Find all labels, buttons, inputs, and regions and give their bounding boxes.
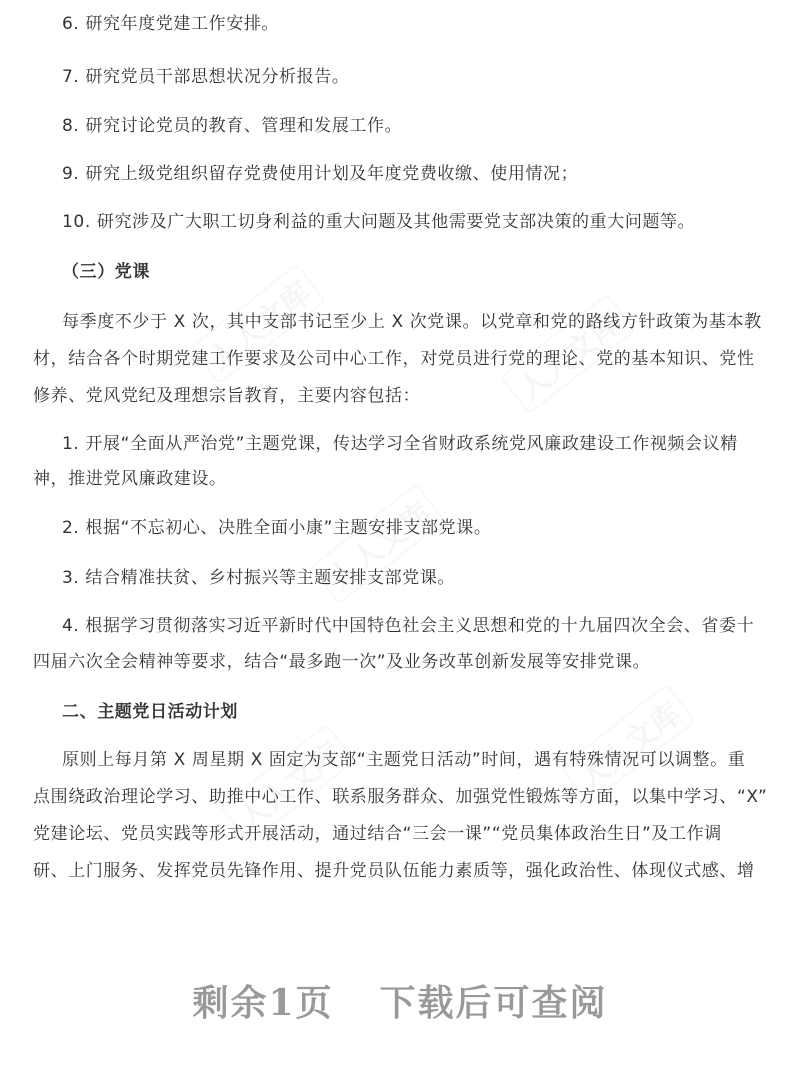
- watermark: 人人文库: [560, 683, 697, 805]
- list-item-1-cont: 神，推进党风廉政建设。: [33, 469, 227, 489]
- download-prompt[interactable]: [0, 975, 800, 1026]
- watermark: 人人文库: [310, 483, 447, 605]
- paragraph-line: 点围绕政治理论学习、助推中心工作、联系服务群众、加强党性锻炼等方面，以集中学习、“X”: [33, 787, 768, 807]
- remaining-pages-label: 剩余1页: [192, 982, 334, 1024]
- watermark: 人人文库: [220, 723, 357, 845]
- paragraph-line: 每季度不少于 X 次，其中支部书记至少上 X 次党课。以党章和党的路线方针政策为基本教: [62, 312, 762, 332]
- section-heading-theme-day: 二、主题党日活动计划: [62, 702, 238, 722]
- paragraph-line: 修养、党风党纪及理想宗旨教育，主要内容包括：: [33, 386, 421, 406]
- download-to-view-label: 下载后可查阅: [379, 982, 608, 1024]
- paragraph-line: 党建论坛、党员实践等形式开展活动，通过结合“三会一课”“党员集体政治生日”及工作调: [33, 824, 722, 844]
- watermark: 人人文库: [190, 263, 327, 385]
- list-item-4-cont: 四届六次全会精神等要求，结合“最多跑一次”及业务改革创新发展等安排党课。: [33, 652, 651, 672]
- paragraph-line: 材，结合各个时期党建工作要求及公司中心工作，对党员进行党的理论、党的基本知识、党性: [33, 349, 755, 369]
- list-item-3: 3. 结合精准扶贫、乡村振兴等主题安排支部党课。: [62, 568, 456, 588]
- list-item-8: 8. 研究讨论党员的教育、管理和发展工作。: [62, 116, 403, 136]
- list-item-1: 1. 开展“全面从严治党”主题党课，传达学习全省财政系统党风廉政建设工作视频会议精: [62, 434, 738, 454]
- list-item-2: 2. 根据“不忘初心、决胜全面小康”主题安排支部党课。: [62, 518, 492, 538]
- paragraph-line: 原则上每月第 X 周星期 X 固定为支部“主题党日活动”时间，遇有特殊情况可以调整。重: [62, 750, 746, 770]
- list-item-7: 7. 研究党员干部思想状况分析报告。: [62, 67, 350, 87]
- list-item-4: 4. 根据学习贯彻落实习近平新时代中国特色社会主义思想和党的十九届四次全会、省委十: [62, 616, 755, 636]
- list-item-10: 10. 研究涉及广大职工切身利益的重大问题及其他需要党支部决策的重大问题等。: [62, 212, 696, 232]
- section-heading-party-class: （三）党课: [62, 262, 150, 282]
- paragraph-line: 研、上门服务、发挥党员先锋作用、提升党员队伍能力素质等，强化政治性、体现仪式感、增: [33, 861, 755, 881]
- list-item-6: 6. 研究年度党建工作安排。: [62, 14, 280, 34]
- list-item-9: 9. 研究上级党组织留存党费使用计划及年度党费收缴、使用情况；: [62, 164, 579, 184]
- watermark: 人人文库: [500, 293, 637, 415]
